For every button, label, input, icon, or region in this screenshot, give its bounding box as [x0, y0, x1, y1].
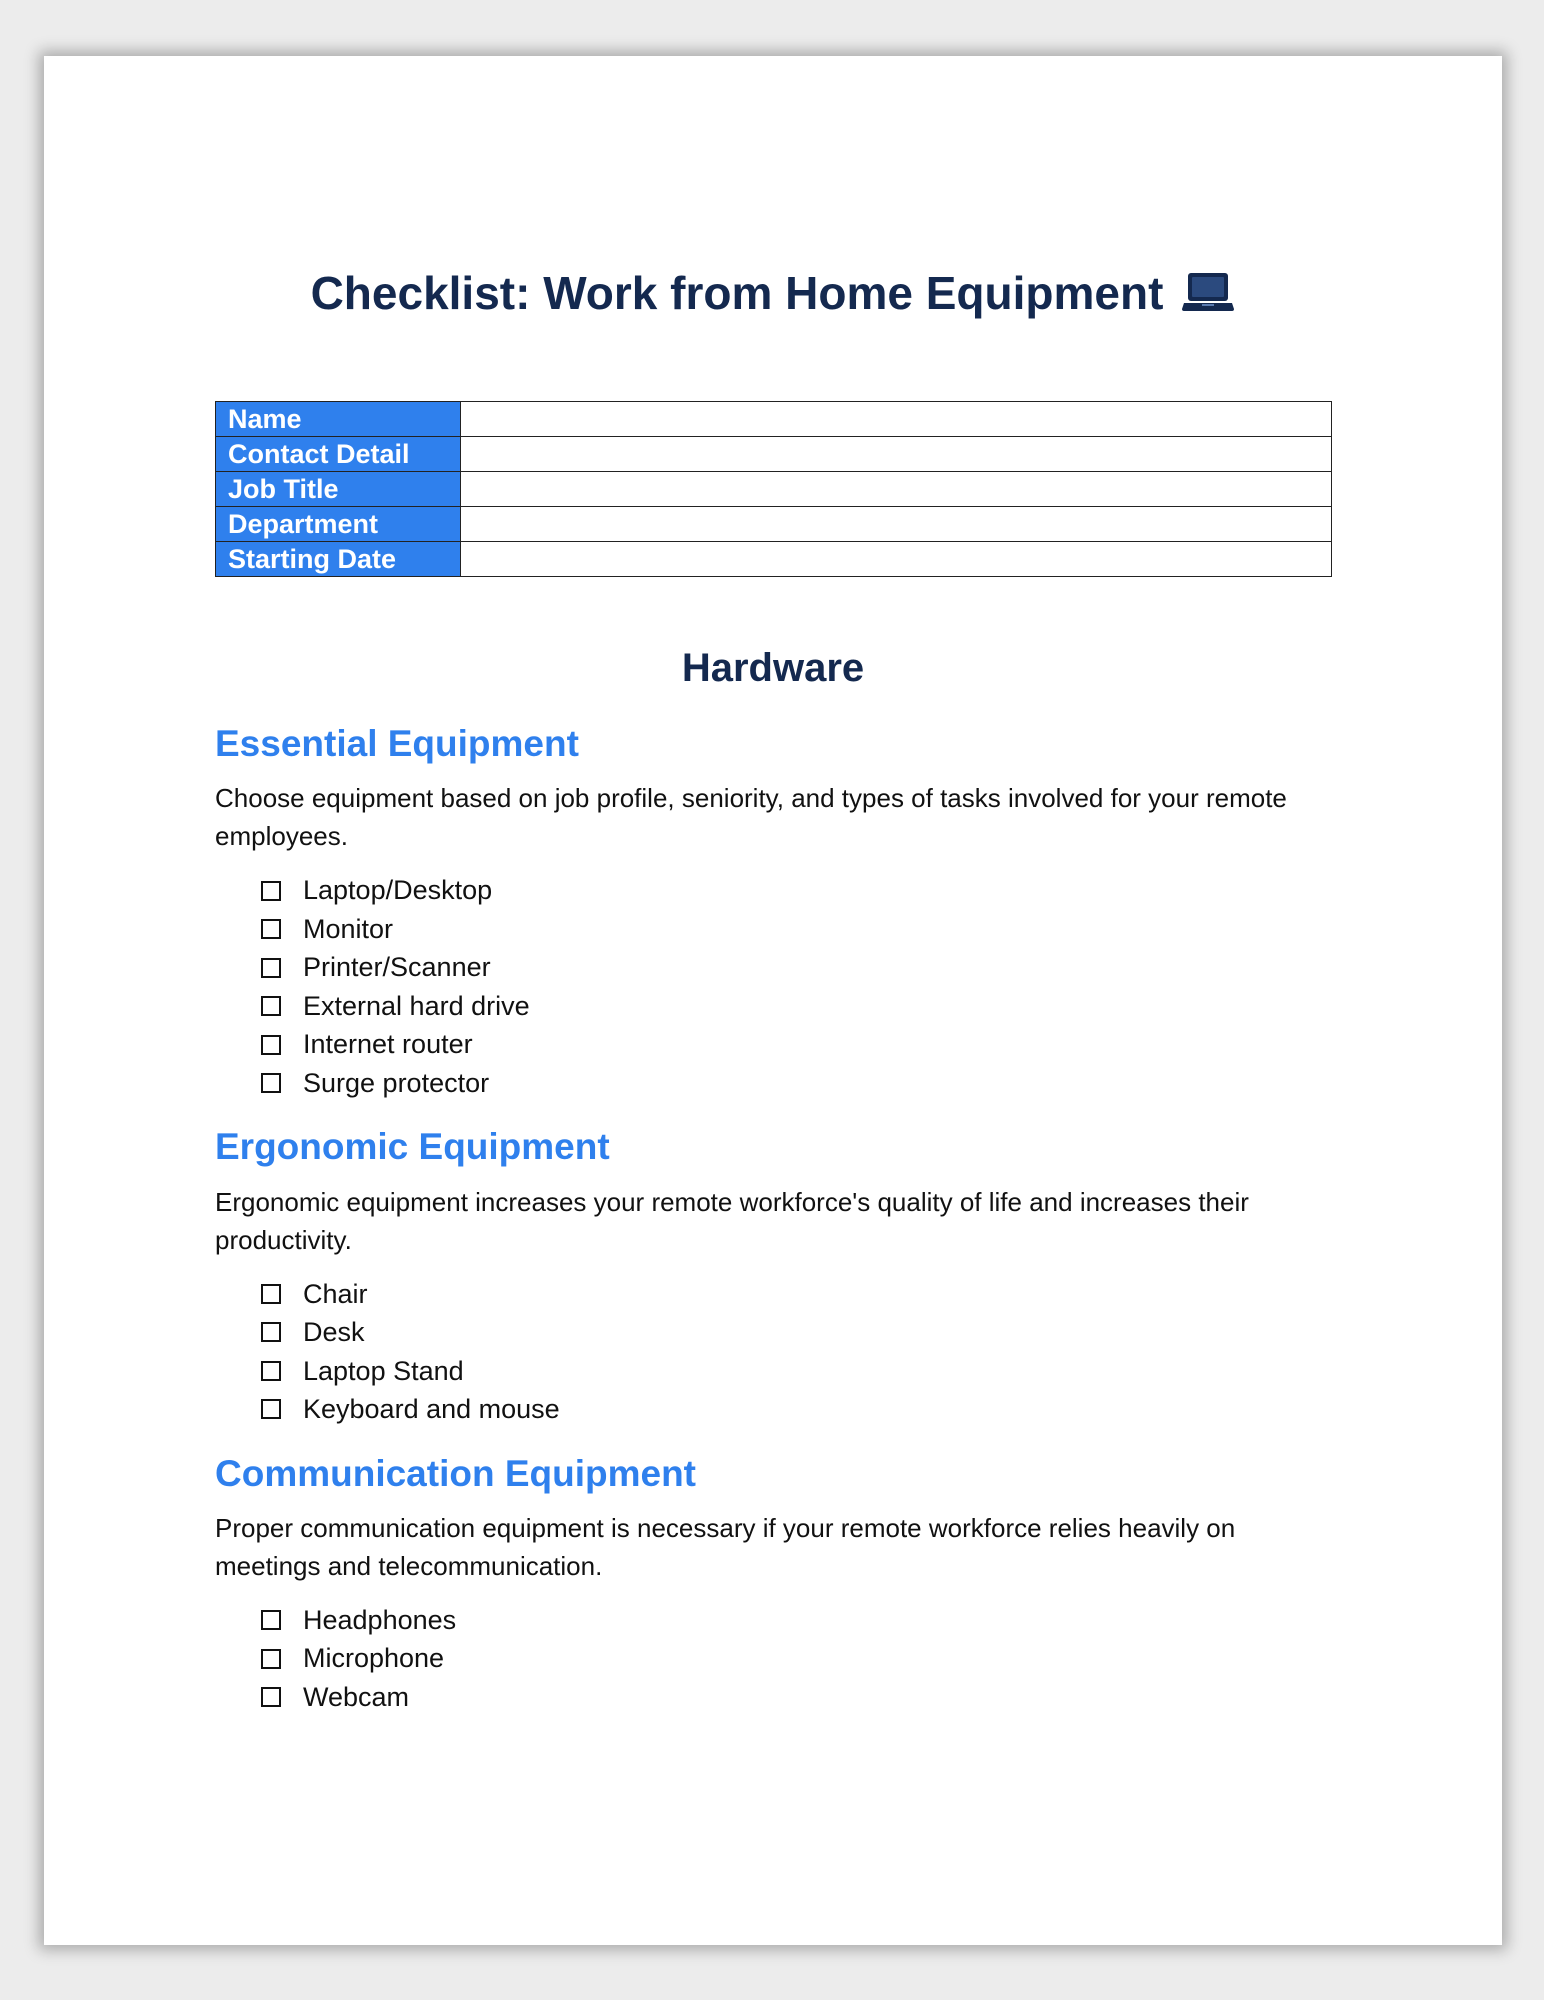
- checkbox[interactable]: [261, 1073, 281, 1093]
- section-description: Choose equipment based on job profile, seniority, and types of tasks involved for your remote employees.: [215, 783, 1287, 852]
- employee-info-table: [215, 401, 1332, 577]
- hardware-heading: Hardware: [681, 646, 865, 690]
- info-value-field[interactable]: [461, 437, 1332, 472]
- checklist-item-label: Keyboard and mouse: [303, 1394, 560, 1424]
- section-title: Communication Equipment: [215, 1452, 696, 1494]
- checklist: [215, 871, 1332, 1102]
- info-value-field[interactable]: [461, 472, 1332, 507]
- page-title: [44, 266, 1502, 324]
- info-table-row: [216, 507, 1332, 542]
- checkbox[interactable]: [261, 1399, 281, 1419]
- section-description: Ergonomic equipment increases your remote workforce's quality of life and increases their productivity.: [215, 1186, 1249, 1255]
- checklist-item: [261, 1275, 1332, 1314]
- checklist-item-label: Printer/Scanner: [303, 952, 491, 983]
- section-title: Ergonomic Equipment: [215, 1126, 610, 1168]
- info-value-field[interactable]: [461, 402, 1332, 437]
- checkbox[interactable]: [261, 881, 281, 901]
- checkbox[interactable]: [261, 1610, 281, 1630]
- hardware-sections: [215, 721, 1332, 1738]
- checkbox[interactable]: [261, 919, 281, 939]
- checkbox[interactable]: [261, 1687, 281, 1707]
- checklist-item: [261, 1352, 1332, 1391]
- checklist-item-label: Chair: [303, 1278, 368, 1309]
- equipment-section: [215, 721, 1332, 1102]
- page-title-text: Checklist: Work from Home Equipment: [310, 267, 1164, 319]
- checkbox[interactable]: [261, 1361, 281, 1381]
- info-value-field[interactable]: [461, 542, 1332, 577]
- checklist-item: [261, 1064, 1332, 1103]
- info-label: Contact Detail: [216, 437, 461, 472]
- checkbox[interactable]: [261, 1322, 281, 1342]
- info-value-field[interactable]: [461, 507, 1332, 542]
- checklist-item-label: Internet router: [303, 1029, 473, 1060]
- info-table-row: [216, 542, 1332, 577]
- checkbox[interactable]: [261, 958, 281, 978]
- section-description: Proper communication equipment is necessary if your remote workforce relies heavily on meetings and telecommunication.: [215, 1512, 1236, 1581]
- info-label: Department: [216, 507, 461, 542]
- checklist-item: [261, 987, 1332, 1026]
- checklist-item-label: Laptop/Desktop: [303, 875, 493, 906]
- checklist-item: [261, 1313, 1332, 1352]
- info-label: Starting Date: [216, 542, 461, 577]
- checklist-item-label: Desk: [303, 1317, 365, 1347]
- checkbox[interactable]: [261, 996, 281, 1016]
- checklist-item: [261, 1601, 1332, 1640]
- checkbox[interactable]: [261, 1284, 281, 1304]
- checklist: [215, 1275, 1332, 1429]
- document-page: [44, 56, 1502, 1945]
- checklist-item: [261, 948, 1332, 987]
- checklist-item: [261, 871, 1332, 910]
- section-title: Essential Equipment: [215, 723, 579, 764]
- checklist-item: [261, 1025, 1332, 1064]
- checklist-item-label: Surge protector: [303, 1067, 490, 1098]
- checklist-item-label: Headphones: [303, 1604, 457, 1635]
- equipment-section: [215, 1124, 1332, 1428]
- checklist-item-label: Monitor: [303, 913, 394, 944]
- checkbox[interactable]: [261, 1649, 281, 1669]
- info-table-row: [216, 437, 1332, 472]
- checklist-item: [261, 1639, 1332, 1678]
- checklist-item-label: Webcam: [303, 1681, 410, 1712]
- checklist-item-label: External hard drive: [303, 990, 530, 1021]
- info-table-row: [216, 472, 1332, 507]
- laptop-icon: [1181, 270, 1235, 324]
- info-label: Job Title: [216, 472, 461, 507]
- equipment-section: [215, 1451, 1332, 1717]
- info-table-row: [216, 402, 1332, 437]
- checkbox[interactable]: [261, 1035, 281, 1055]
- info-label: Name: [216, 402, 461, 437]
- checklist-item: [261, 1390, 1332, 1429]
- checklist-item-label: Laptop Stand: [303, 1355, 464, 1386]
- checklist: [215, 1601, 1332, 1717]
- checklist-item-label: Microphone: [303, 1643, 445, 1674]
- checklist-item: [261, 1678, 1332, 1717]
- checklist-item: [261, 910, 1332, 949]
